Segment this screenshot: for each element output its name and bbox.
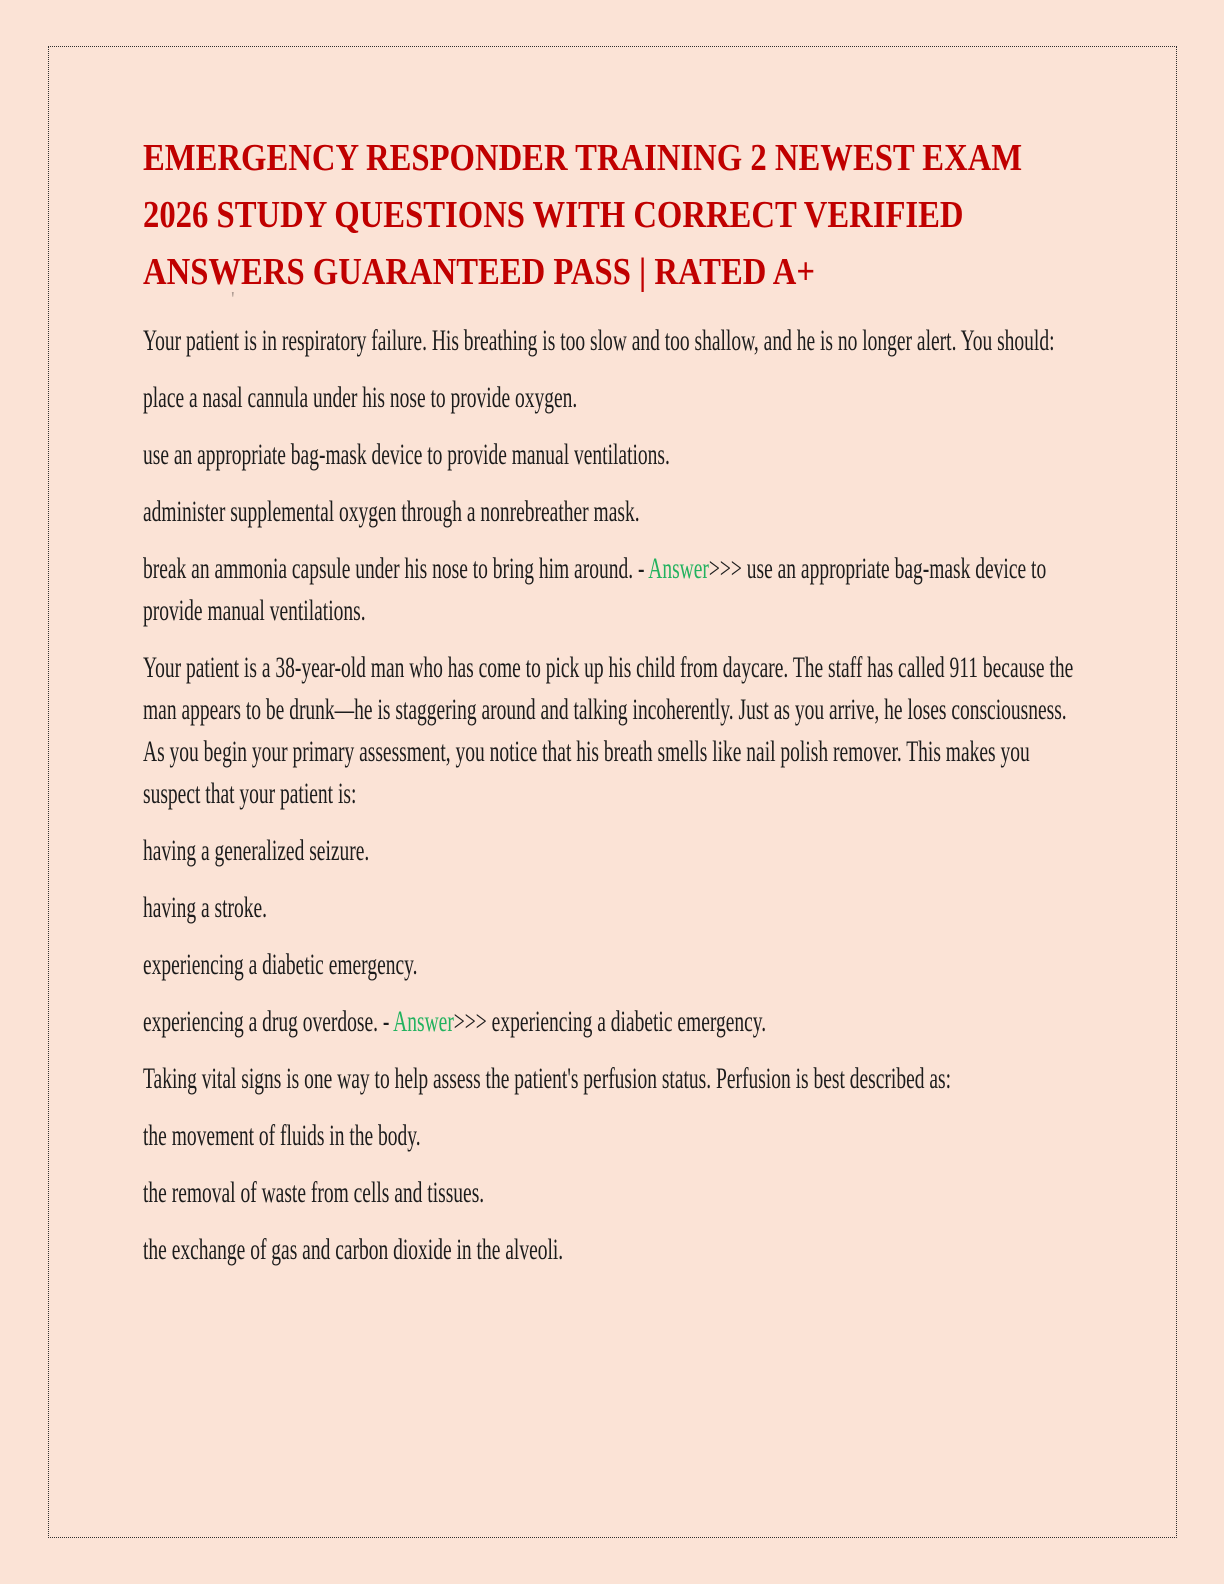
option-paragraph: the exchange of gas and carbon dioxide in the alveoli. <box>143 1233 564 1266</box>
answer-post-text: >>> experiencing a diabetic emergency. <box>453 1005 767 1038</box>
answer-label: Answer <box>393 1005 454 1038</box>
document-content <box>143 130 1083 1271</box>
document-title: EMERGENCY RESPONDER TRAINING 2 NEWEST EXAM 2026 STUDY QUESTIONS WITH CORRECT VERIFIED ANSWERS GUARANTEED PASS | RATED A+ <box>143 137 1023 293</box>
answer-label: Answer <box>648 552 709 585</box>
question-paragraph: Taking vital signs is one way to help assess the patient's perfusion status. Perfusion is best described as: <box>143 1062 952 1095</box>
question-paragraph: Your patient is in respiratory failure. His breathing is too slow and too shallow, and he is no longer alert. You should: <box>143 324 1055 357</box>
answer-paragraph <box>143 548 1079 632</box>
question-paragraph: Your patient is a 38-year-old man who has come to pick up his child from daycare. The staff has called 911 because the man appears to be drunk—he is staggering around and talking incoherently. Just as you arrive, he loses consciousness. As you begin your primary assessment, you notice that his breath smells like nail polish remover. This makes you suspect that your patient is: <box>143 651 1074 810</box>
answer-pre-text: break an ammonia capsule under his nose to bring him around. - <box>143 552 649 585</box>
answer-pre-text: experiencing a drug overdose. - <box>143 1005 394 1038</box>
option-paragraph: experiencing a diabetic emergency. <box>143 948 418 981</box>
option-paragraph: place a nasal cannula under his nose to provide oxygen. <box>143 381 578 414</box>
option-paragraph: use an appropriate bag-mask device to provide manual ventilations. <box>143 438 670 471</box>
option-paragraph: the movement of fluids in the body. <box>143 1119 421 1152</box>
option-paragraph: the removal of waste from cells and tissues. <box>143 1176 485 1209</box>
answer-post-text: >>> use an appropriate bag-mask device to provide manual ventilations. <box>143 552 1047 627</box>
option-paragraph: having a generalized seizure. <box>143 834 370 867</box>
option-paragraph: administer supplemental oxygen through a nonrebreather mask. <box>143 495 640 528</box>
option-paragraph: having a stroke. <box>143 891 268 924</box>
stray-mark: ' <box>231 288 235 310</box>
answer-paragraph <box>143 1001 1079 1043</box>
